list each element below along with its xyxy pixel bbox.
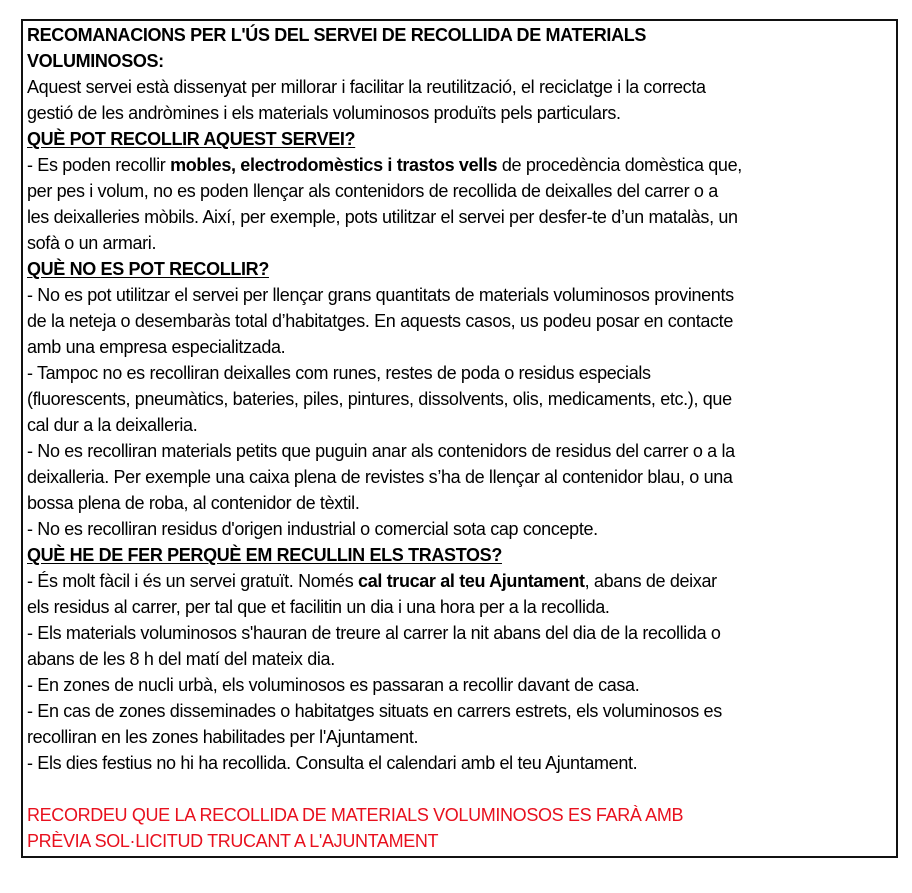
body-line: amb una empresa especialitzada.	[27, 337, 286, 357]
section-heading: QUÈ HE DE FER PERQUÈ EM RECULLIN ELS TRASTOS?	[27, 545, 502, 565]
document-title: RECOMANACIONS PER L'ÚS DEL SERVEI DE RECOLLIDA DE MATERIALS	[27, 25, 647, 45]
body-line: deixalleria. Per exemple una caixa plena de revistes s’ha de llençar al contenidor blau, o una	[27, 467, 733, 487]
bold-text: cal trucar al teu Ajuntament	[358, 571, 585, 591]
body-line: - No es pot utilitzar el servei per llençar grans quantitats de materials voluminosos provinents	[27, 285, 734, 305]
body-line: abans de les 8 h del matí del mateix dia.	[27, 649, 335, 669]
section-heading: QUÈ NO ES POT RECOLLIR?	[27, 259, 269, 279]
body-line: - Els materials voluminosos s'hauran de treure al carrer la nit abans del dia de la recollida o	[27, 623, 721, 643]
intro-text: gestió de les andròmines i els materials voluminosos produïts pels particulars.	[27, 103, 621, 123]
notice-document	[21, 19, 898, 858]
body-line: les deixalleries mòbils. Així, per exemple, pots utilitzar el servei per desfer-te d’un matalàs, un	[27, 207, 738, 227]
body-line: cal dur a la deixalleria.	[27, 415, 198, 435]
spacer	[27, 776, 896, 802]
text: - Es poden recollir	[27, 155, 171, 175]
body-line: - En cas de zones disseminades o habitatges situats en carrers estrets, els voluminosos es	[27, 701, 722, 721]
bold-text: mobles, electrodomèstics i trastos vells	[170, 155, 498, 175]
body-line: els residus al carrer, per tal que et facilitin un dia i una hora per a la recollida.	[27, 597, 610, 617]
body-line: - En zones de nucli urbà, els voluminosos es passaran a recollir davant de casa.	[27, 675, 640, 695]
body-line: sofà o un armari.	[27, 233, 157, 253]
body-line	[27, 568, 896, 594]
body-line: de la neteja o desembaràs total d’habitatges. En aquests casos, us podeu posar en contacte	[27, 311, 733, 331]
body-line: per pes i volum, no es poden llençar als contenidors de recollida de deixalles del carrer o a	[27, 181, 718, 201]
document-title: VOLUMINOSOS:	[27, 51, 164, 71]
text: de procedència domèstica que,	[497, 155, 742, 175]
body-line	[27, 152, 896, 178]
body-line: recolliran en les zones habilitades per l'Ajuntament.	[27, 727, 419, 747]
body-line: - Tampoc no es recolliran deixalles com runes, restes de poda o residus especials	[27, 363, 651, 383]
intro-text: Aquest servei està dissenyat per millorar i facilitar la reutilització, el reciclatge i la correcta	[27, 77, 706, 97]
body-line: - No es recolliran residus d'origen industrial o comercial sota cap concepte.	[27, 519, 598, 539]
text: - És molt fàcil i és un servei gratuït. Només	[27, 571, 359, 591]
notice-text: RECORDEU QUE LA RECOLLIDA DE MATERIALS VOLUMINOSOS ES FARÀ AMB	[27, 805, 684, 825]
body-line: - Els dies festius no hi ha recollida. Consulta el calendari amb el teu Ajuntament.	[27, 753, 638, 773]
body-line: (fluorescents, pneumàtics, bateries, piles, pintures, dissolvents, olis, medicaments, etc.), que	[27, 389, 732, 409]
body-line: bossa plena de roba, al contenidor de tèxtil.	[27, 493, 360, 513]
text: , abans de deixar	[584, 571, 717, 591]
body-line: - No es recolliran materials petits que puguin anar als contenidors de residus del carrer o a la	[27, 441, 735, 461]
section-heading: QUÈ POT RECOLLIR AQUEST SERVEI?	[27, 129, 356, 149]
notice-text: PRÈVIA SOL·LICITUD TRUCANT A L'AJUNTAMENT	[27, 831, 439, 851]
